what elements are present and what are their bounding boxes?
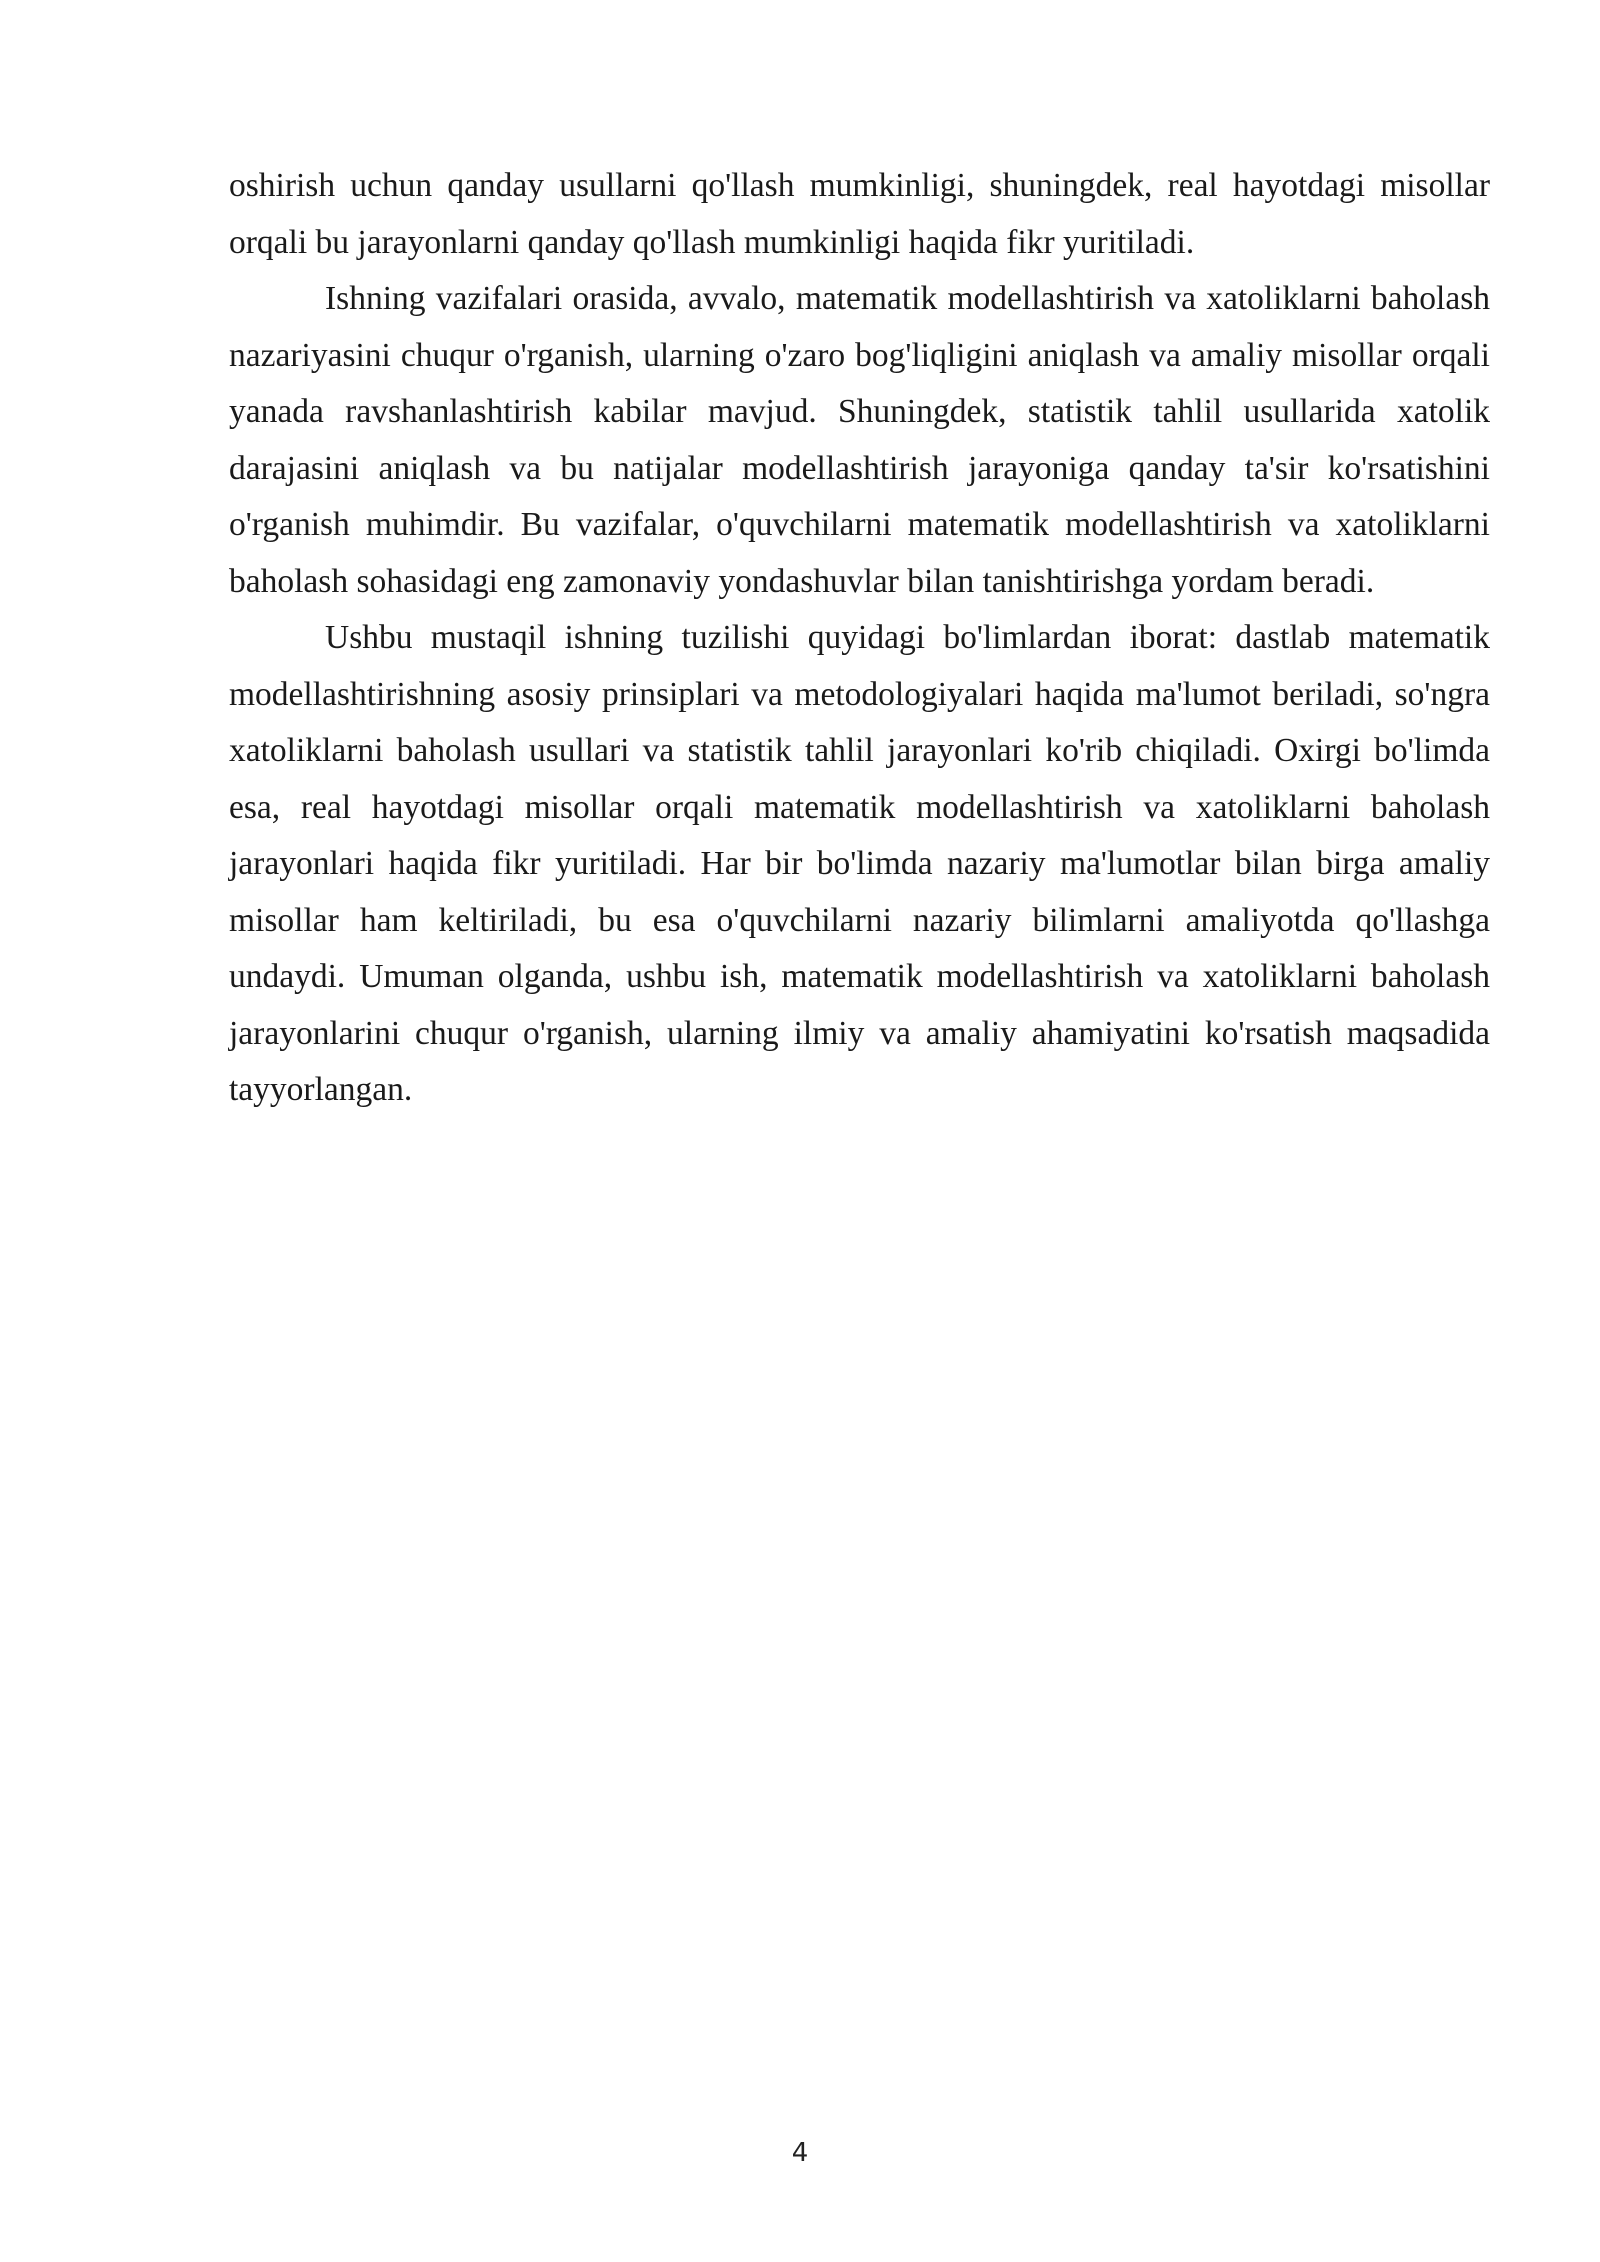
- page-number: 4: [791, 2138, 809, 2168]
- paragraph-tasks: Ishning vazifalari orasida, avvalo, matematik modellashtirish va xatoliklarni baholash nazariyasini chuqur o'rganish, ularning o'zaro bog'liqligini aniqlash va amaliy misollar orqali yanada ravshanlashtirish kabilar mavjud. Shuningdek, statistik tahlil usullarida xatolik darajasini aniqlash va bu natijalar modellashtirish jarayoniga qanday ta'sir ko'rsatishini o'rganish muhimdir. Bu vazifalar, o'quvchilarni matematik modellashtirish va xatoliklarni baholash sohasidagi eng zamonaviy yondashuvlar bilan tanishtirishga yordam beradi.: [229, 280, 1490, 600]
- paragraph-structure: Ushbu mustaqil ishning tuzilishi quyidagi bo'limlardan iborat: dastlab matematik modellashtirishning asosiy prinsiplari va metodologiyalari haqida ma'lumot beriladi, so'ngra xatoliklarni baholash usullari va statistik tahlil jarayonlari ko'rib chiqiladi. Oxirgi bo'limda esa, real hayotdagi misollar orqali matematik modellashtirish va xatoliklarni baholash jarayonlari haqida fikr yuritiladi. Har bir bo'limda nazariy ma'lumotlar bilan birga amaliy misollar ham keltiriladi, bu esa o'quvchilarni nazariy bilimlarni amaliyotda qo'llashga undaydi. Umuman olganda, ushbu ish, matematik modellashtirish va xatoliklarni baholash jarayonlarini chuqur o'rganish, ularning ilmiy va amaliy ahamiyatini ko'rsatish maqsadida tayyorlangan.: [229, 619, 1490, 1108]
- body-text: [229, 158, 1490, 1119]
- paragraph-continuation: oshirish uchun qanday usullarni qo'llash mumkinligi, shuningdek, real hayotdagi misollar orqali bu jarayonlarni qanday qo'llash mumkinligi haqida fikr yuritiladi.: [229, 167, 1490, 261]
